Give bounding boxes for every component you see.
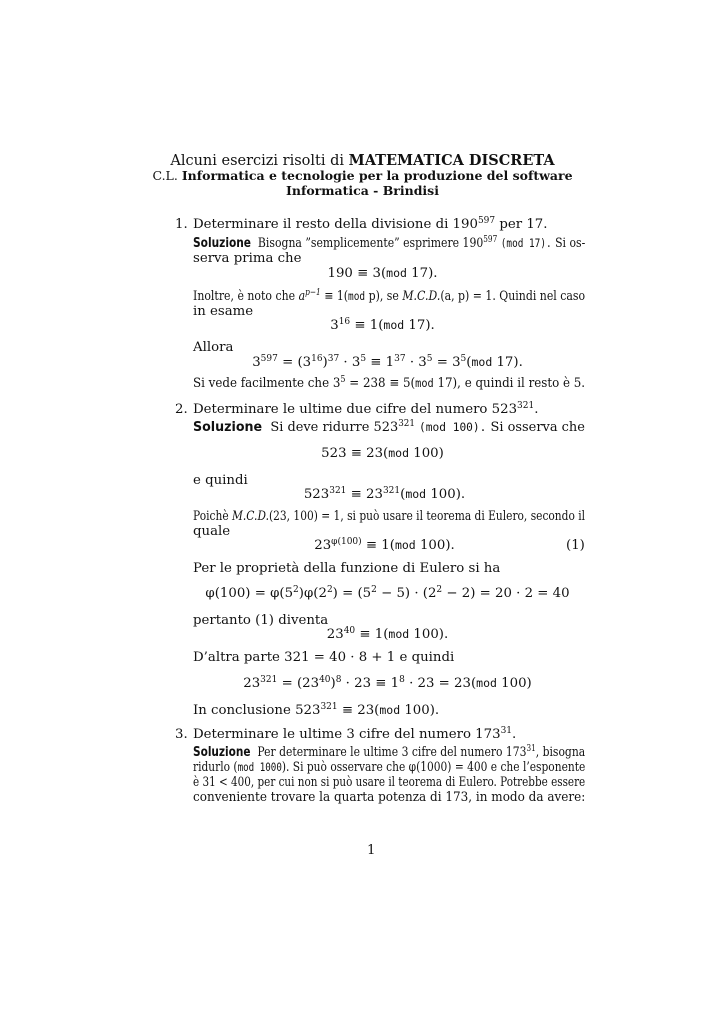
exercise-2-question: Determinare le ultime due cifre del numero $523^{321}$. [193, 401, 539, 417]
course-name: Informatica e tecnologie per la produzione del software [181, 168, 573, 183]
exercise-2-formula-5: $23^{40} \equiv 1(mod$ 100). [326, 626, 449, 642]
exercise-2-paragraph-3-end: quale [193, 524, 231, 539]
exercise-1-solution-line2: serva prima che [193, 251, 302, 266]
page-number: 1 [367, 843, 376, 858]
exercise-2-conclusion: In conclusione $523^{321} \equiv 23(mod$ 100). [193, 702, 440, 718]
exercise-2-paragraph-4: Per le proprietà della funzione di Eulero si ha [193, 561, 501, 576]
exercise-3-solution-line2: ridurlo (mod 1000). Si può osservare che φ(1000) = 400 e che l’esponente [193, 760, 586, 775]
title-prefix: Alcuni esercizi risolti di [170, 153, 349, 169]
exercise-1-number: 1. [175, 217, 188, 232]
exercise-3-solution-line1: Soluzione Per determinare le ultime 3 cifre del numero $173^{31}$, bisogna [193, 744, 586, 760]
exercise-2-solution-line1: Soluzione Si deve ridurre $523^{321}$ (mod 100). Si osserva che [193, 419, 585, 435]
exercise-2-number: 2. [175, 402, 188, 417]
exercise-1-formula-3: $3^{597} = (3^{16})^{37} \cdot 3^5 \equiv 1^{37} \cdot 3^5 = 3^5(mod$ 17). [252, 354, 523, 370]
course-location-text: Informatica - Brindisi [286, 183, 439, 198]
exercise-3-question: Determinare le ultime 3 cifre del numero $173^{31}$. [193, 726, 517, 742]
exercise-2-paragraph-3: Poichè M.C.D.(23, 100) = 1, si può usare il teorema di Eulero, secondo il [193, 509, 586, 524]
exercise-1-formula-1: 190 ≡ 3(mod 17). [327, 266, 438, 281]
solution-label: Soluzione [193, 420, 263, 435]
exercise-2-paragraph-6: D’altra parte 321 = 40 · 8 + 1 e quindi [193, 650, 455, 665]
course-prefix: C.L. [152, 168, 182, 183]
exercise-2-equindi: e quindi [193, 473, 248, 488]
exercise-1-question: Determinare il resto della divisione di $190^{597}$ per 17. [193, 216, 548, 232]
exercise-1-solution-line1: Soluzione Bisogna ”semplicemente” esprimere $190^{597}$ (mod 17). Si os- [193, 235, 586, 251]
course-line [0, 168, 725, 183]
exercise-2-formula-3: $23^{\varphi(100)} \equiv 1(mod$ 100). [314, 537, 455, 553]
solution-label: Soluzione [193, 745, 251, 760]
exercise-2-paragraph-5: pertanto (1) diventa [193, 613, 329, 628]
solution-label: Soluzione [193, 236, 252, 251]
exercise-2-formula-4: $\varphi(100) = \varphi(5^2)\varphi(2^2) = (5^2 - 5) \cdot (2^2 - 2) = 20 \cdot 2 = 40$ [205, 585, 570, 601]
exercise-1-formula-2: $3^{16} \equiv 1(mod$ 17). [330, 317, 435, 333]
exercise-3-solution-line4: conveniente trovare la quarta potenza di 173, in modo da avere: [193, 790, 586, 805]
document-title [0, 152, 725, 169]
course-location [0, 183, 725, 198]
exercise-2-formula-6: $23^{321} = (23^{40})^8 \cdot 23 \equiv 1^8 \cdot 23 = 23(mod$ 100) [243, 675, 532, 691]
exercise-1-conclusion: Si vede facilmente che $3^5 = 238 \equiv 5(mod$ 17), e quindi il resto è 5. [193, 375, 586, 391]
exercise-1-allora: Allora [193, 340, 234, 355]
exercise-3-solution-line3: è 31 < 400, per cui non si può usare il teorema di Eulero. Potrebbe essere [193, 775, 586, 790]
exercise-3-number: 3. [175, 727, 188, 742]
exercise-1-paragraph-2: Inoltre, è noto che $a^{p-1} \equiv 1(mod$ p), se M.C.D.(a, p) = 1. Quindi nel caso [193, 288, 586, 304]
title-subject: MATEMATICA DISCRETA [348, 152, 555, 169]
equation-tag-1: (1) [566, 538, 585, 553]
exercise-2-formula-2: $523^{321} \equiv 23^{321}(mod$ 100). [303, 486, 466, 502]
exercise-2-formula-1: 523 ≡ 23(mod 100) [321, 446, 444, 461]
exercise-1-paragraph-2-end: in esame [193, 304, 254, 319]
